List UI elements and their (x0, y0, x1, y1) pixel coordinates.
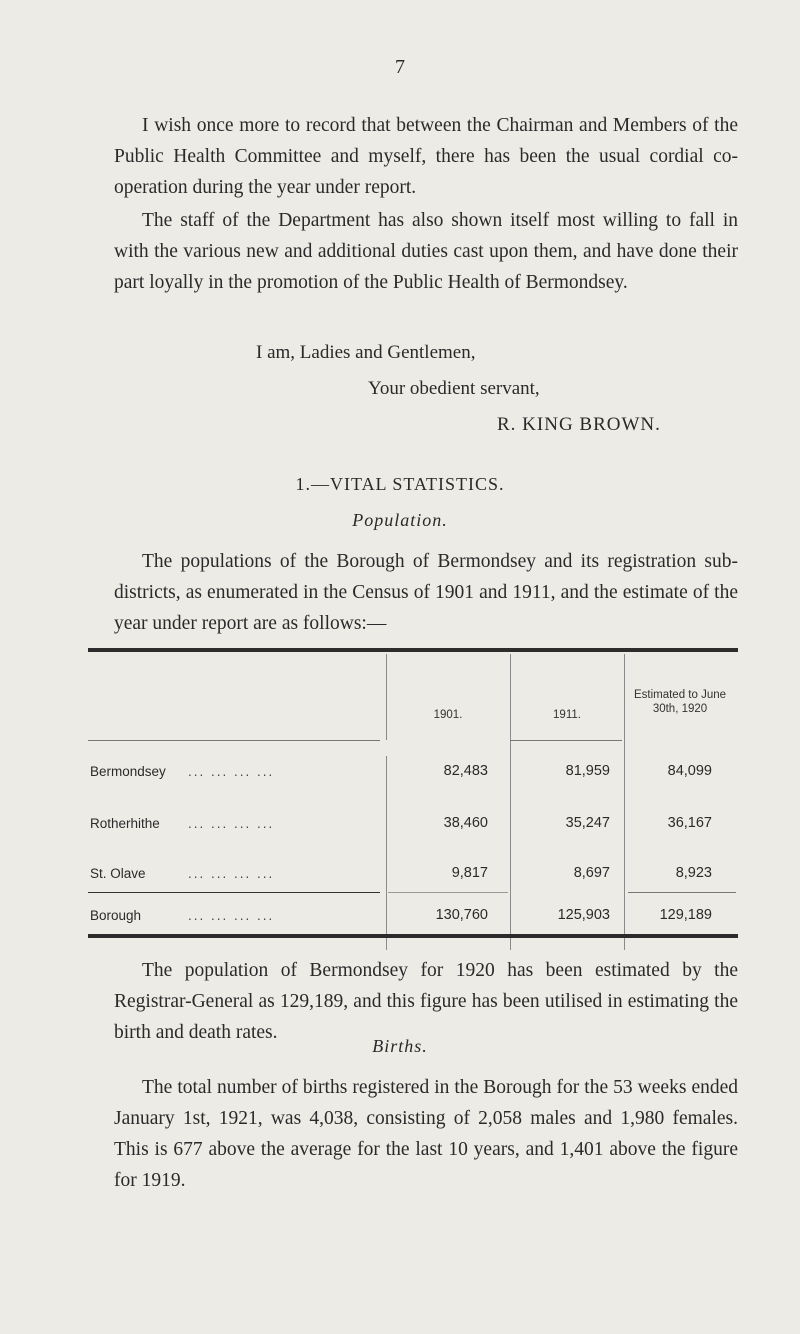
cell-rotherhithe-1911: 35,247 (565, 815, 610, 831)
cell-st-olave-1920: 8,923 (675, 865, 712, 881)
cell-borough-1920: 129,189 (659, 907, 712, 923)
salutation: I am, Ladies and Gentlemen, (256, 342, 476, 363)
leader-dots: ... ... ... ... (188, 908, 275, 923)
cell-bermondsey-1911: 81,959 (565, 763, 610, 779)
cell-rotherhithe-1920: 36,167 (667, 815, 712, 831)
signature: R. KING BROWN. (497, 414, 661, 435)
header-rule (88, 740, 380, 741)
cell-bermondsey-1920: 84,099 (667, 763, 712, 779)
total-rule (88, 892, 380, 893)
cell-borough-1911: 125,903 (557, 907, 610, 923)
total-rule (388, 892, 508, 893)
row-label-borough: Borough (90, 908, 142, 923)
row-label-bermondsey: Bermondsey (90, 764, 166, 779)
cell-bermondsey-1901: 82,483 (443, 763, 488, 779)
signoff: Your obedient servant, (368, 378, 540, 399)
column-header-estimated: Estimated to June 30th, 1920 (633, 689, 727, 715)
cell-rotherhithe-1901: 38,460 (443, 815, 488, 831)
section-heading: 1.—VITAL STATISTICS. (295, 474, 505, 494)
births-paragraph: The total number of births registered in the Borough for the 53 weeks ended January 1st, 1921, was 4,038, consisting of 2,058 males and 1,980 females. This is 677 above the average for the last 10 years, and 1,401 above the figure for 1919. (114, 1077, 738, 1191)
leader-dots: ... ... ... ... (188, 816, 275, 831)
column-header-1901: 1901. (433, 709, 463, 721)
cell-st-olave-1911: 8,697 (573, 865, 610, 881)
column-rule (386, 756, 387, 950)
column-rule (510, 654, 511, 950)
row-label-rotherhithe: Rotherhithe (90, 816, 160, 831)
column-header-1911: 1911. (553, 709, 581, 721)
column-rule (386, 654, 387, 740)
population-table (88, 648, 738, 956)
population-note: The population of Bermondsey for 1920 has been estimated by the Registrar-General as 129,189, and this figure has been utilised in estimating the birth and death rates. (114, 960, 738, 1043)
births-heading: Births. (372, 1036, 428, 1056)
population-heading: Population. (352, 510, 448, 530)
table-bottom-rule (88, 934, 738, 938)
table-top-rule (88, 648, 738, 652)
page-number: 7 (395, 56, 405, 78)
leader-dots: ... ... ... ... (188, 866, 275, 881)
closing-paragraph-cooperation: I wish once more to record that between the Chairman and Members of the Public Health Committee and myself, there has been the usual cordial co-operation during the year under report. (114, 115, 738, 198)
column-rule (624, 654, 625, 950)
population-intro: The populations of the Borough of Bermondsey and its registration sub-districts, as enumerated in the Census of 1901 and 1911, and the estimate of the year under report are as follows:— (114, 551, 738, 634)
cell-st-olave-1901: 9,817 (451, 865, 488, 881)
row-label-st-olave: St. Olave (90, 866, 146, 881)
cell-borough-1901: 130,760 (435, 907, 488, 923)
header-rule (510, 740, 622, 741)
closing-paragraph-staff: The staff of the Department has also shown itself most willing to fall in with the various new and additional duties cast upon them, and have done their part loyally in the promotion of the Public Health of Bermondsey. (114, 210, 738, 293)
total-rule (628, 892, 736, 893)
leader-dots: ... ... ... ... (188, 764, 275, 779)
